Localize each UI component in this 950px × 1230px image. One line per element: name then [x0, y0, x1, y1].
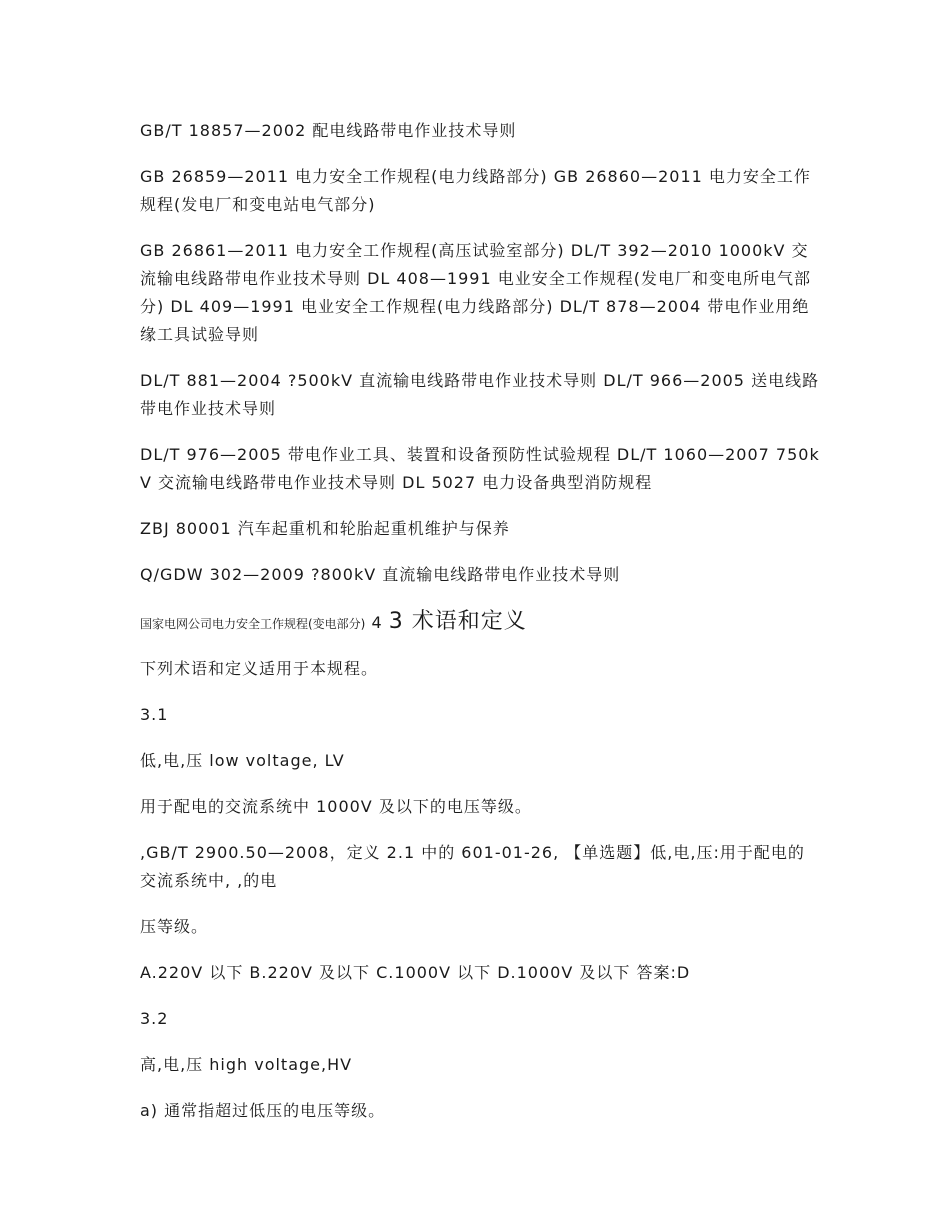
definition-high-voltage-a: a) 通常指超过低压的电压等级。	[140, 1101, 386, 1120]
term-low-voltage: 低,电,压 low voltage, LV	[140, 751, 345, 770]
intro-text: 下列术语和定义适用于本规程。	[140, 659, 379, 678]
reference-dlt-976-1060: DL/T 976—2005 带电作业工具、装置和设备预防性试验规程 DL/T 1060—2007 750kV 交流输电线路带电作业技术导则 DL 5027 电力设备典型消防规程	[140, 445, 820, 492]
definition-low-voltage: 用于配电的交流系统中 1000V 及以下的电压等级。	[140, 797, 532, 816]
reference-dlt-881-966: DL/T 881—2004 ?500kV 直流输电线路带电作业技术导则 DL/T 966—2005 送电线路带电作业技术导则	[140, 371, 820, 418]
running-header: 国家电网公司电力安全工作规程(变电部分)	[140, 617, 366, 631]
term-high-voltage: 高,电,压 high voltage,HV	[140, 1055, 353, 1074]
reference-gb-26859-26860: GB 26859—2011 电力安全工作规程(电力线路部分) GB 26860—2011 电力安全工作规程(发电厂和变电站电气部分)	[140, 167, 811, 214]
document-page	[140, 117, 820, 1143]
question-low-voltage: ,GB/T 2900.50—2008，定义 2.1 中的 601-01-26, 【单选题】低,电,压:用于配电的交流系统中, ,的电	[140, 843, 805, 890]
page-number: 4	[371, 613, 383, 632]
answer-options: A.220V 以下 B.220V 及以下 C.1000V 以下 D.1000V 及以下 答案:D	[140, 963, 691, 982]
reference-gb-26861-dl: GB 26861—2011 电力安全工作规程(高压试验室部分) DL/T 392—2010 1000kV 交流输电线路带电作业技术导则 DL 408—1991 电业安全工作规程(发电厂和变电所电气部分) DL 409—1991 电业安全工作规程(电力线路部分) DL/T 878—2004 带电作业用绝缘工具试验导则	[140, 241, 811, 344]
reference-qgdw-302: Q/GDW 302—2009 ?800kV 直流输电线路带电作业技术导则	[140, 565, 621, 584]
reference-zbj-80001: ZBJ 80001 汽车起重机和轮胎起重机维护与保养	[140, 519, 510, 538]
section-title: 3 术语和定义	[388, 609, 527, 634]
section-heading	[140, 607, 820, 639]
clause-number-3-1: 3.1	[140, 705, 169, 724]
question-continuation: 压等级。	[140, 917, 209, 936]
clause-number-3-2: 3.2	[140, 1009, 169, 1028]
reference-gbt-18857: GB/T 18857—2002 配电线路带电作业技术导则	[140, 121, 517, 140]
